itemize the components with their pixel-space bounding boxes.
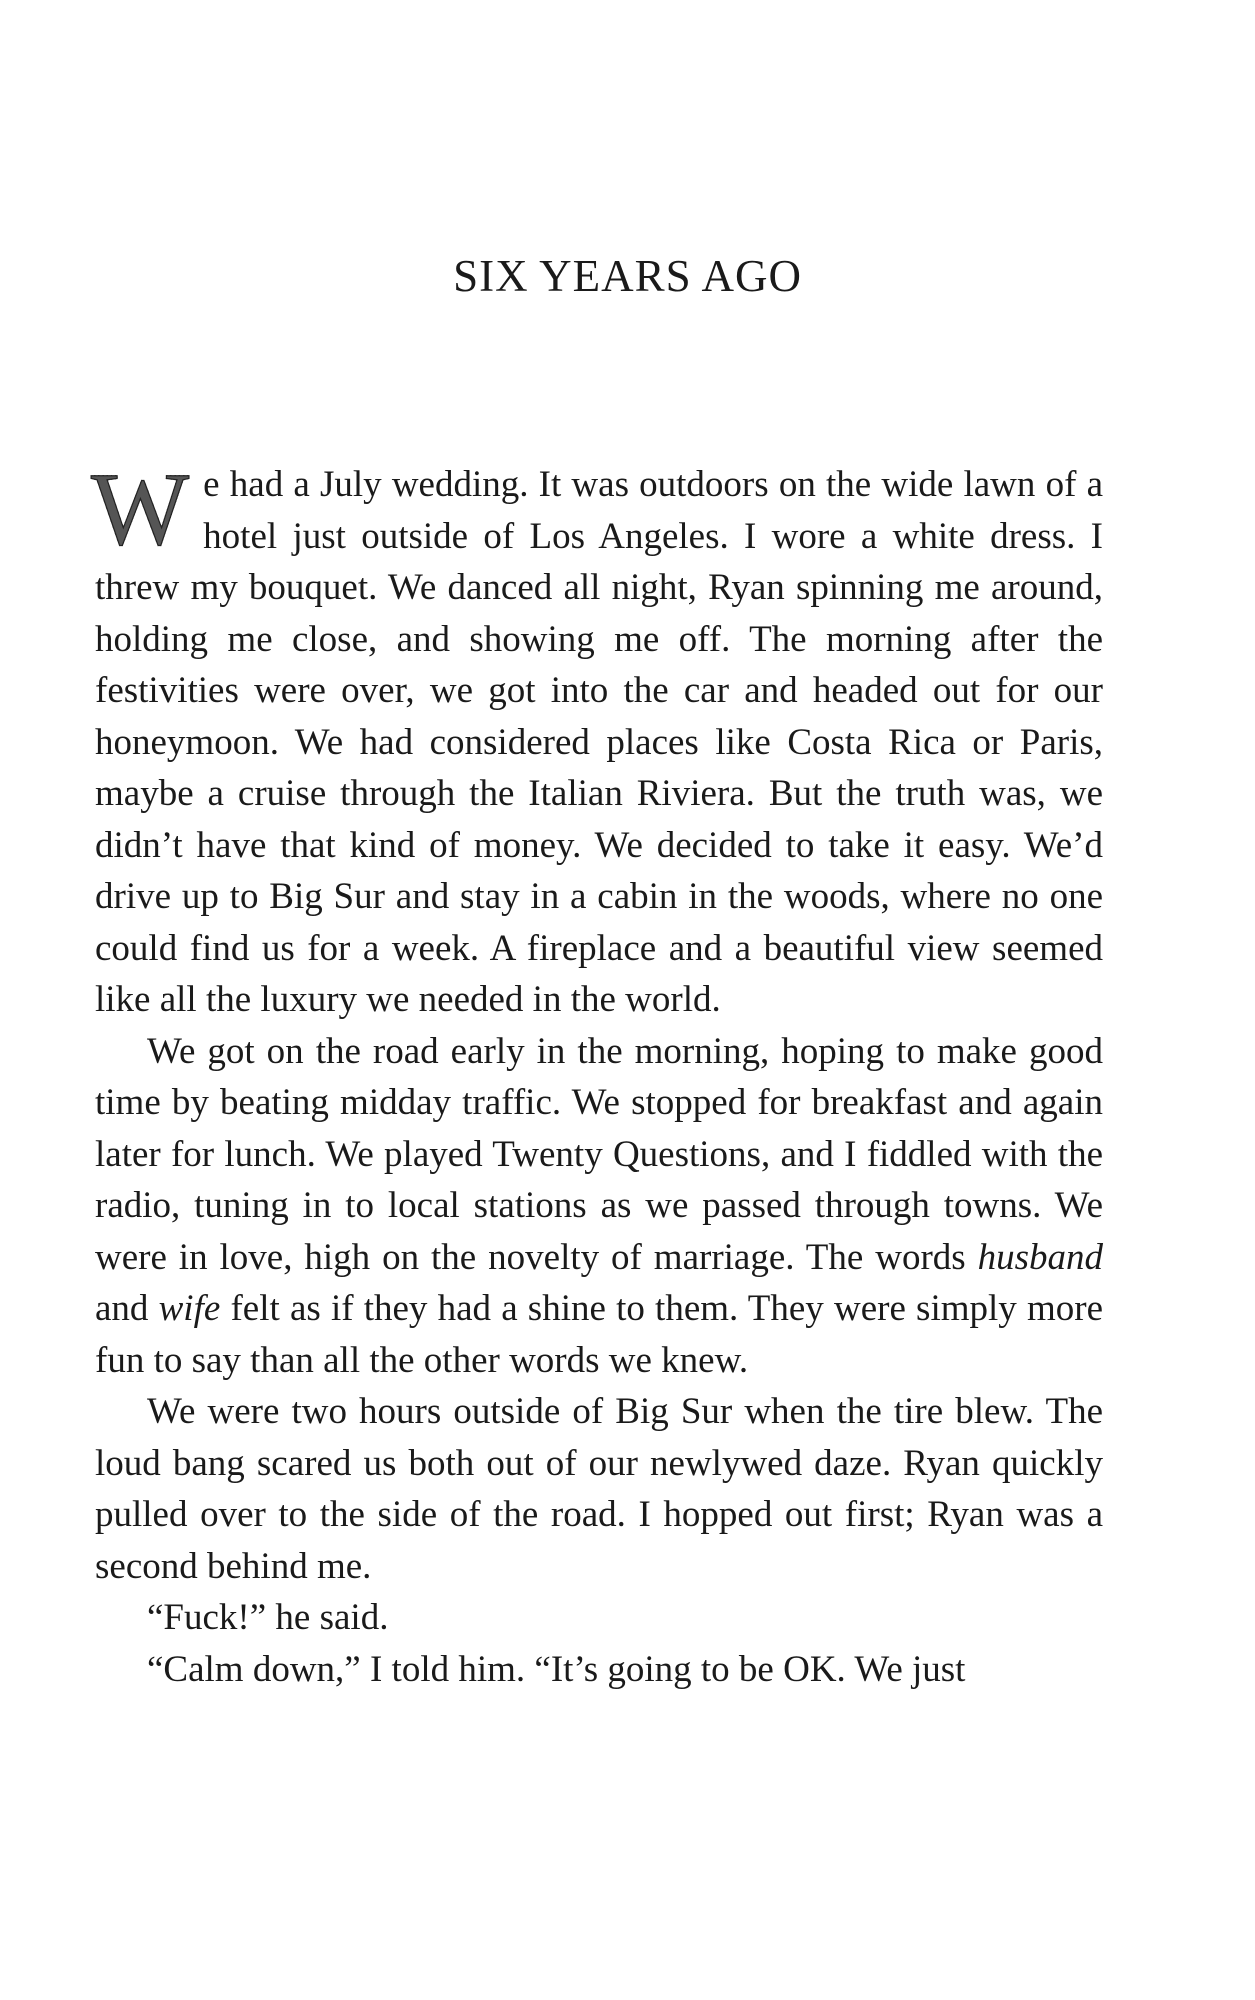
paragraph-1 bbox=[91, 452, 1103, 1026]
paragraph-2-text-b: and bbox=[95, 1288, 159, 1329]
paragraph-2-text-a: We got on the road early in the morning, hoping to make good time by beating midday traffic. We stopped for breakfast and again later for lunch. We played Twenty Questions, and I fiddled with the radio, tuning in to local stations as we passed through towns. We were in love, high on the novelty of marriage. The words bbox=[95, 1030, 1103, 1278]
body-text bbox=[91, 452, 1103, 1695]
paragraph-5: “Calm down,” I told him. “It’s going to be OK. We just bbox=[147, 1648, 966, 1690]
emphasis-wife: wife bbox=[158, 1288, 221, 1329]
drop-cap: W bbox=[91, 452, 190, 567]
paragraph-4: “Fuck!” he said. bbox=[147, 1597, 389, 1638]
paragraph-3: We were two hours outside of Big Sur when the tire blew. The loud bang scared us both out of our newlywed daze. Ryan quickly pulled over to the side of the road. I hopped out first; Ryan was a second behind me. bbox=[95, 1391, 1103, 1587]
emphasis-husband: husband bbox=[977, 1236, 1103, 1278]
paragraph-1-text: e had a July wedding. It was outdoors on the wide lawn of a hotel just outside of Los Angeles. I wore a white dress. I threw my bouquet. We danced all night, Ryan spinning me around, holding me close, and showing me off. The morning after the festivities were over, we got into the car and headed out for our honeymoon. We had considered places like Costa Rica or Paris, maybe a cruise through the Italian Riviera. But the truth was, we didn’t have that kind of money. We decided to take it easy. We’d drive up to Big Sur and stay in a cabin in the woods, where no one could find us for a week. A fireplace and a beautiful view seemed like all the luxury we needed in the world. bbox=[95, 464, 1103, 1020]
paragraph-2 bbox=[95, 1026, 1103, 1387]
paragraph-2-text-c: felt as if they had a shine to them. They were simply more fun to say than all the other words we knew. bbox=[95, 1288, 1103, 1381]
chapter-title: SIX YEARS AGO bbox=[453, 251, 802, 301]
